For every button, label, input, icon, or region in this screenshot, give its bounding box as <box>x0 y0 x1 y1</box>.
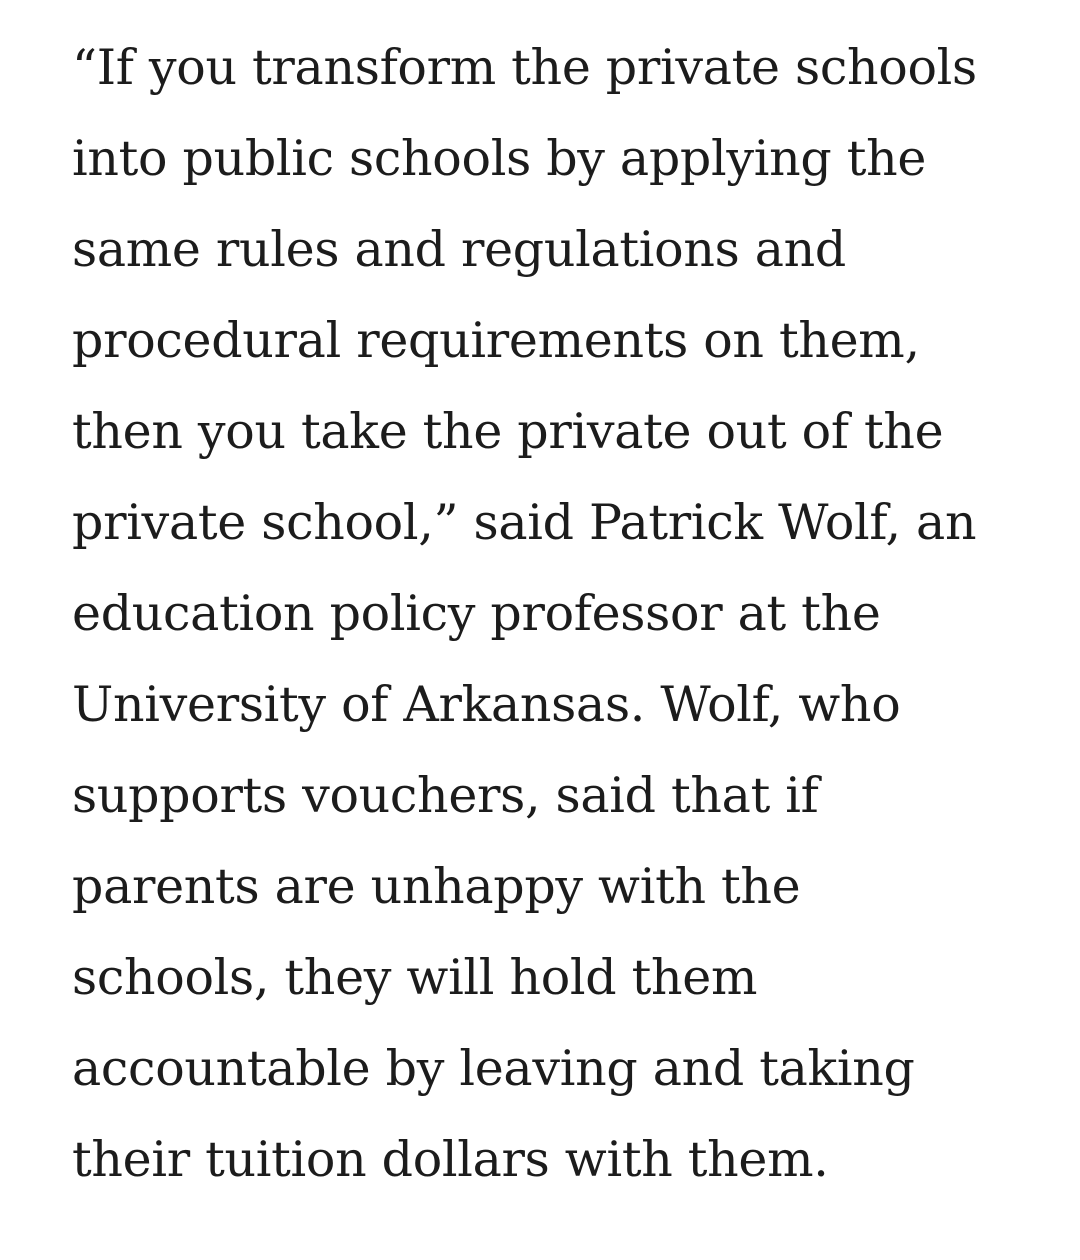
paragraph-line: then you take the private out of the <box>72 403 944 460</box>
paragraph-line: education policy professor at the <box>72 585 881 642</box>
paragraph-line: procedural requirements on them, <box>72 312 920 369</box>
article-body <box>72 22 1032 1205</box>
paragraph-line: same rules and regulations and <box>72 221 846 278</box>
paragraph-line: private school,” said Patrick Wolf, an <box>72 494 977 551</box>
paragraph-line: into public schools by applying the <box>72 130 927 187</box>
paragraph-line: parents are unhappy with the <box>72 858 801 915</box>
paragraph-line: accountable by leaving and taking <box>72 1040 915 1097</box>
paragraph-line: University of Arkansas. Wolf, who <box>72 676 901 733</box>
paragraph-line: their tuition dollars with them. <box>72 1131 829 1188</box>
paragraph-line: “If you transform the private schools <box>72 39 977 96</box>
paragraph-line: supports vouchers, said that if <box>72 767 819 824</box>
paragraph-line: schools, they will hold them <box>72 949 758 1006</box>
quote-paragraph <box>72 22 1032 1205</box>
